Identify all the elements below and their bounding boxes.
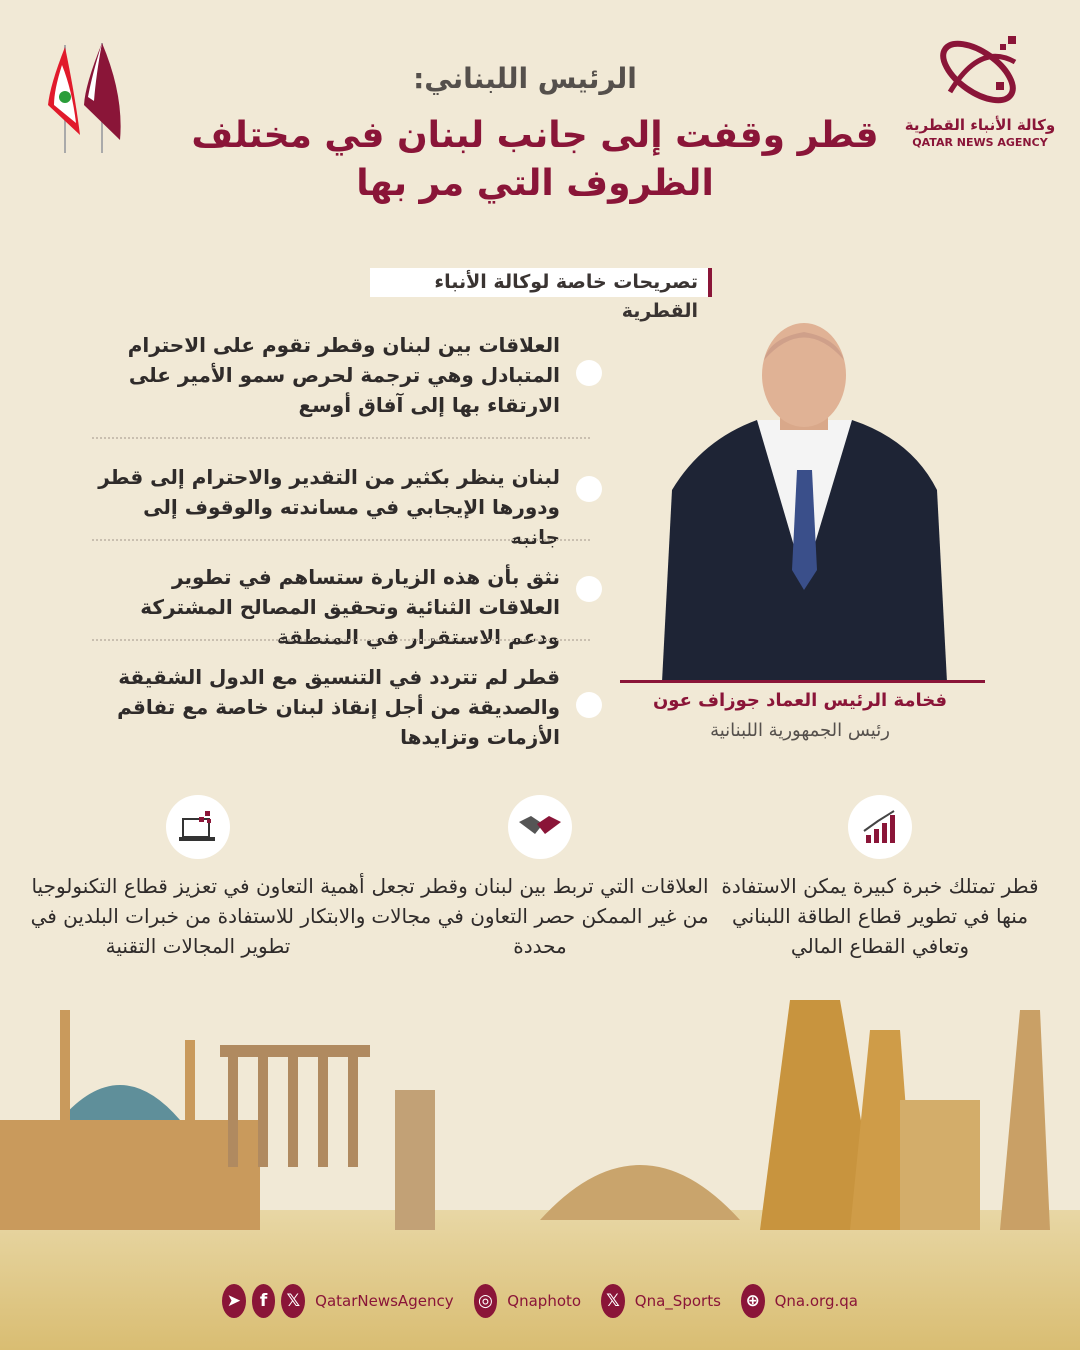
social-bar bbox=[222, 1283, 872, 1319]
growth-chart-icon bbox=[848, 795, 912, 859]
logo-arabic: وكالة الأنباء القطرية bbox=[904, 116, 1056, 134]
globe-icon[interactable]: ⊕ bbox=[741, 1284, 765, 1318]
bullet-dot bbox=[576, 576, 602, 602]
qna-emblem-icon bbox=[930, 32, 1030, 112]
subhead-label: تصريحات خاصة لوكالة الأنباء القطرية bbox=[370, 268, 712, 297]
laptop-icon bbox=[166, 795, 230, 859]
headline-line-1: قطر وقفت إلى جانب لبنان في مختلف bbox=[191, 115, 879, 156]
statement-3: نثق بأن هذه الزيارة ستساهم في تطوير العلاقات الثنائية وتحقيق المصالح المشتركة ودعم الاستقرار في المنطقة bbox=[140, 565, 560, 649]
website-link[interactable]: Qna.org.qa bbox=[774, 1292, 858, 1310]
statement-1: العلاقات بين لبنان وقطر تقوم على الاحترام المتبادل وهي ترجمة لحرص سمو الأمير على الارتقاء بها إلى آفاق أوسع bbox=[127, 333, 560, 417]
divider bbox=[92, 539, 590, 541]
person-title: رئيس الجمهورية اللبنانية bbox=[710, 720, 890, 741]
instagram-link[interactable]: Qnaphoto bbox=[507, 1292, 582, 1310]
divider bbox=[92, 437, 590, 439]
bullet-dot bbox=[576, 476, 602, 502]
portrait-underline bbox=[620, 680, 985, 683]
flags-icon bbox=[40, 35, 135, 155]
feature-text: قطر تمتلك خبرة كبيرة يمكن الاستفادة منها في تطوير قطاع الطاقة اللبناني وتعافي القطاع المالي bbox=[721, 874, 1039, 958]
feature-technology bbox=[28, 795, 368, 961]
handshake-icon bbox=[508, 795, 572, 859]
statement-2: لبنان ينظر بكثير من التقدير والاحترام إلى قطر ودورها الإيجابي في مساندته والوقوف إلى جانبه bbox=[98, 465, 560, 549]
divider bbox=[92, 639, 590, 641]
person-name: فخامة الرئيس العماد جوزاف عون bbox=[652, 690, 948, 711]
instagram-icon[interactable]: ◎ bbox=[474, 1284, 498, 1318]
main-handle-link[interactable]: QatarNewsAgency bbox=[315, 1292, 454, 1310]
qna-logo bbox=[900, 32, 1060, 149]
x-icon[interactable]: 𝕏 bbox=[281, 1284, 305, 1318]
telegram-icon[interactable]: ➤ bbox=[222, 1284, 246, 1318]
headline-line-2: الظروف التي مر بها bbox=[356, 163, 714, 204]
headline bbox=[190, 112, 880, 208]
feature-relations bbox=[370, 795, 710, 961]
x-icon[interactable]: 𝕏 bbox=[601, 1284, 625, 1318]
headline-kicker: الرئيس اللبناني: bbox=[413, 62, 637, 95]
logo-english: QATAR NEWS AGENCY bbox=[912, 136, 1048, 149]
bullet-dot bbox=[576, 360, 602, 386]
feature-energy bbox=[710, 795, 1050, 961]
sports-link[interactable]: Qna_Sports bbox=[634, 1292, 721, 1310]
feature-text: أهمية التعاون في تعزيز قطاع التكنولوجيا والابتكار للاستفادة من خبرات البلدين في تطوير المجالات التقنية bbox=[30, 874, 366, 958]
president-portrait bbox=[662, 320, 947, 682]
statement-4: قطر لم تتردد في التنسيق مع الدول الشقيقة والصديقة من أجل إنقاذ لبنان خاصة مع تفاقم الأزمات وتزايدها bbox=[117, 665, 560, 749]
bullet-dot bbox=[576, 692, 602, 718]
feature-text: العلاقات التي تربط بين لبنان وقطر تجعل من غير الممكن حصر التعاون في مجالات محددة bbox=[371, 874, 709, 958]
facebook-icon[interactable]: f bbox=[252, 1284, 276, 1318]
